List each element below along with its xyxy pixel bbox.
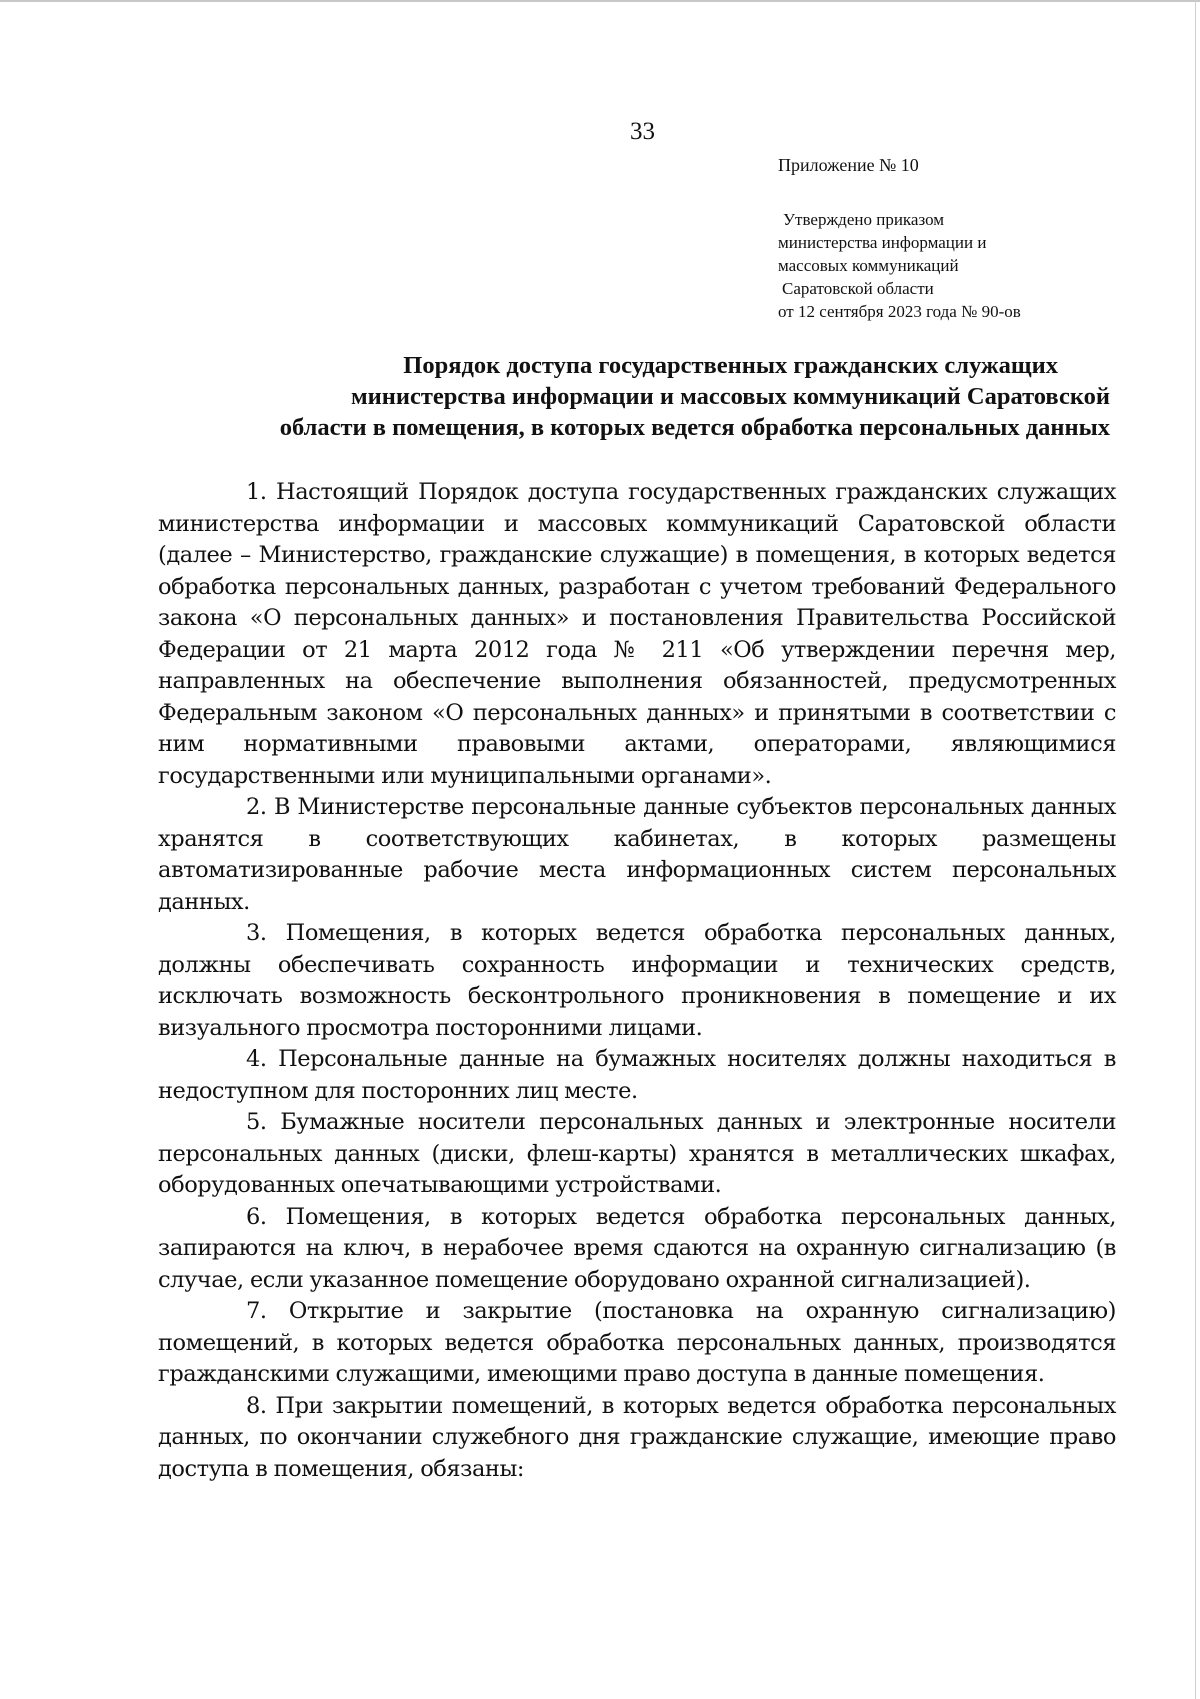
paragraph-1: 1. Настоящий Порядок доступа государственных гражданских служащих министерства информации и массовых коммуникаций Саратовской области (далее – Министерство, гражданские служащие) в помещения, в которых ведется обработка персональных данных, разработан с учетом требований Федерального закона «О персональных данных» и постановления Правительства Российской Федерации от 21 марта 2012 года № 211 «Об утверждении перечня мер, направленных на обеспечение выполнения обязанностей, предусмотренных Федеральным законом «О персональных данных» и принятыми в соответствии с ним нормативными правовыми актами, операторами, являющимися государственными или муниципальными органами».	[158, 479, 1116, 789]
title-line: области в помещения, в которых ведется обработка персональных данных	[279, 414, 1110, 441]
scan-top-edge	[0, 0, 1200, 2]
paragraph-3: 3. Помещения, в которых ведется обработка персональных данных, должны обеспечивать сохранность информации и технических средств, исключать возможность бесконтрольного проникновения в помещение и их визуального просмотра посторонними лицами.	[158, 920, 1116, 1041]
approval-line: Утверждено приказом	[783, 210, 945, 229]
paragraph-2: 2. В Министерстве персональные данные субъектов персональных данных хранятся в соответствующих кабинетах, в которых размещены автоматизированные рабочие места информационных систем персональных данных.	[158, 794, 1116, 915]
approval-line: Саратовской области	[782, 279, 934, 298]
paragraph-6: 6. Помещения, в которых ведется обработка персональных данных, запираются на ключ, в нерабочее время сдаются на охранную сигнализацию (в случае, если указанное помещение оборудовано охранной сигнализацией).	[158, 1203, 1116, 1293]
document-title	[140, 350, 1110, 443]
document-body	[158, 477, 1116, 1485]
appendix-label: Приложение № 10	[778, 155, 919, 175]
paragraph-4: 4. Персональные данные на бумажных носителях должны находиться в недоступном для посторонних лиц месте.	[158, 1046, 1116, 1104]
title-line: Порядок доступа государственных гражданских служащих	[403, 352, 1058, 379]
approval-line: от 12 сентября 2023 года № 90-ов	[778, 302, 1021, 321]
paragraph-5: 5. Бумажные носители персональных данных и электронные носители персональных данных (диски, флеш-карты) хранятся в металлических шкафах, оборудованных опечатывающими устройствами.	[158, 1109, 1116, 1198]
approval-line: массовых коммуникаций	[778, 256, 959, 275]
scan-right-edge	[1195, 0, 1196, 1699]
title-line: министерства информации и массовых коммуникаций Саратовской	[350, 383, 1110, 410]
page-number: 33	[630, 118, 655, 145]
approval-block	[778, 208, 1021, 323]
approval-line: министерства информации и	[778, 233, 987, 252]
paragraph-7: 7. Открытие и закрытие (постановка на охранную сигнализацию) помещений, в которых ведется обработка персональных данных, производятся гражданскими служащими, имеющими право доступа в данные помещения.	[158, 1298, 1116, 1387]
paragraph-8: 8. При закрытии помещений, в которых ведется обработка персональных данных, по окончании служебного дня гражданские служащие, имеющие право доступа в помещения, обязаны:	[158, 1392, 1116, 1482]
